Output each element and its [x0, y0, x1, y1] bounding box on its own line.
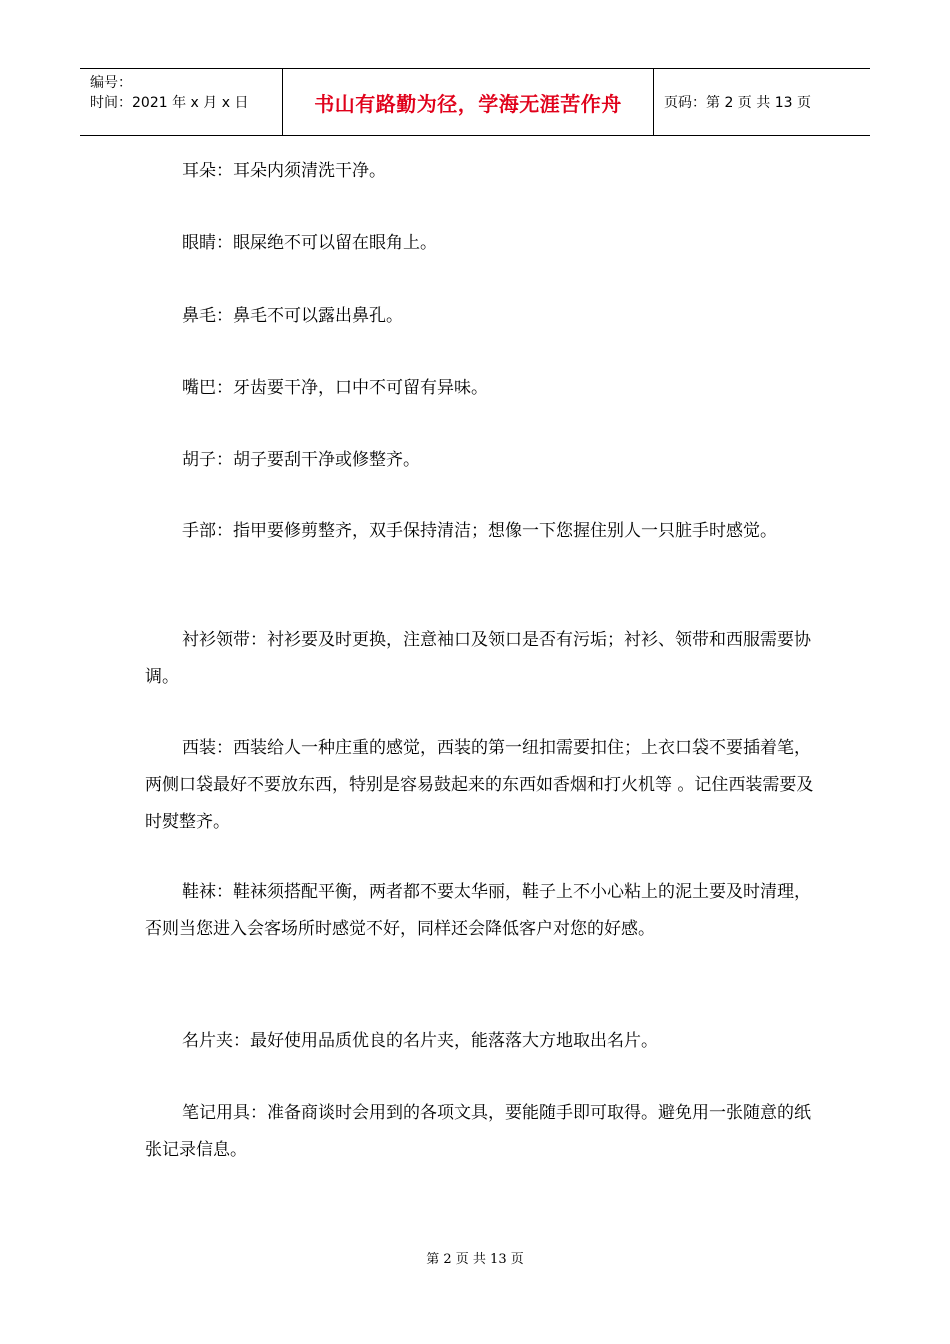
paragraph-hands: 手部：指甲要修剪整齐，双手保持清洁；想像一下您握住别人一只脏手时感觉。 — [182, 521, 777, 541]
header-page-cell — [654, 69, 870, 135]
paragraph-suit: 西装：西装给人一种庄重的感觉，西装的第一纽扣需要扣住；上衣口袋不要插着笔，两侧口袋最好不要放东西，特别是容易鼓起来的东西如香烟和打火机等 。记住西装需要及时熨整齐。 — [145, 738, 814, 832]
document-date-label: 时间：2021 年 x 月 x 日 — [90, 95, 249, 111]
paragraph-beard: 胡子：胡子要刮干净或修整齐。 — [182, 450, 420, 470]
paragraph-card-holder: 名片夹：最好使用品质优良的名片夹，能落落大方地取出名片。 — [182, 1031, 658, 1051]
paragraph-mouth: 嘴巴：牙齿要干净，口中不可留有异味。 — [182, 378, 488, 398]
header-motto-cell — [282, 69, 654, 135]
paragraph-writing-tools: 笔记用具：准备商谈时会用到的各项文具，要能随手即可取得。避免用一张随意的纸张记录信息。 — [145, 1103, 811, 1160]
header-meta-cell — [80, 69, 282, 135]
motto-text: 书山有路勤为径，学海无涯苦作舟 — [314, 91, 622, 116]
paragraph-shoes-socks: 鞋袜：鞋袜须搭配平衡，两者都不要太华丽，鞋子上不小心粘上的泥土要及时清理，否则当您进入会客场所时感觉不好，同样还会降低客户对您的好感。 — [145, 882, 811, 939]
paragraph-eyes: 眼睛：眼屎绝不可以留在眼角上。 — [182, 233, 437, 253]
page-header — [80, 68, 870, 136]
page-footer: 第 2 页 共 13 页 — [426, 1252, 524, 1267]
document-number-label: 编号： — [90, 75, 132, 91]
paragraph-nose-hair: 鼻毛：鼻毛不可以露出鼻孔。 — [182, 306, 403, 326]
header-page-code: 页码：第 2 页 共 13 页 — [664, 95, 811, 111]
paragraph-shirt-tie: 衬衫领带：衬衫要及时更换，注意袖口及领口是否有污垢；衬衫、领带和西服需要协调。 — [145, 630, 811, 687]
paragraph-ears: 耳朵：耳朵内须清洗干净。 — [182, 161, 386, 181]
